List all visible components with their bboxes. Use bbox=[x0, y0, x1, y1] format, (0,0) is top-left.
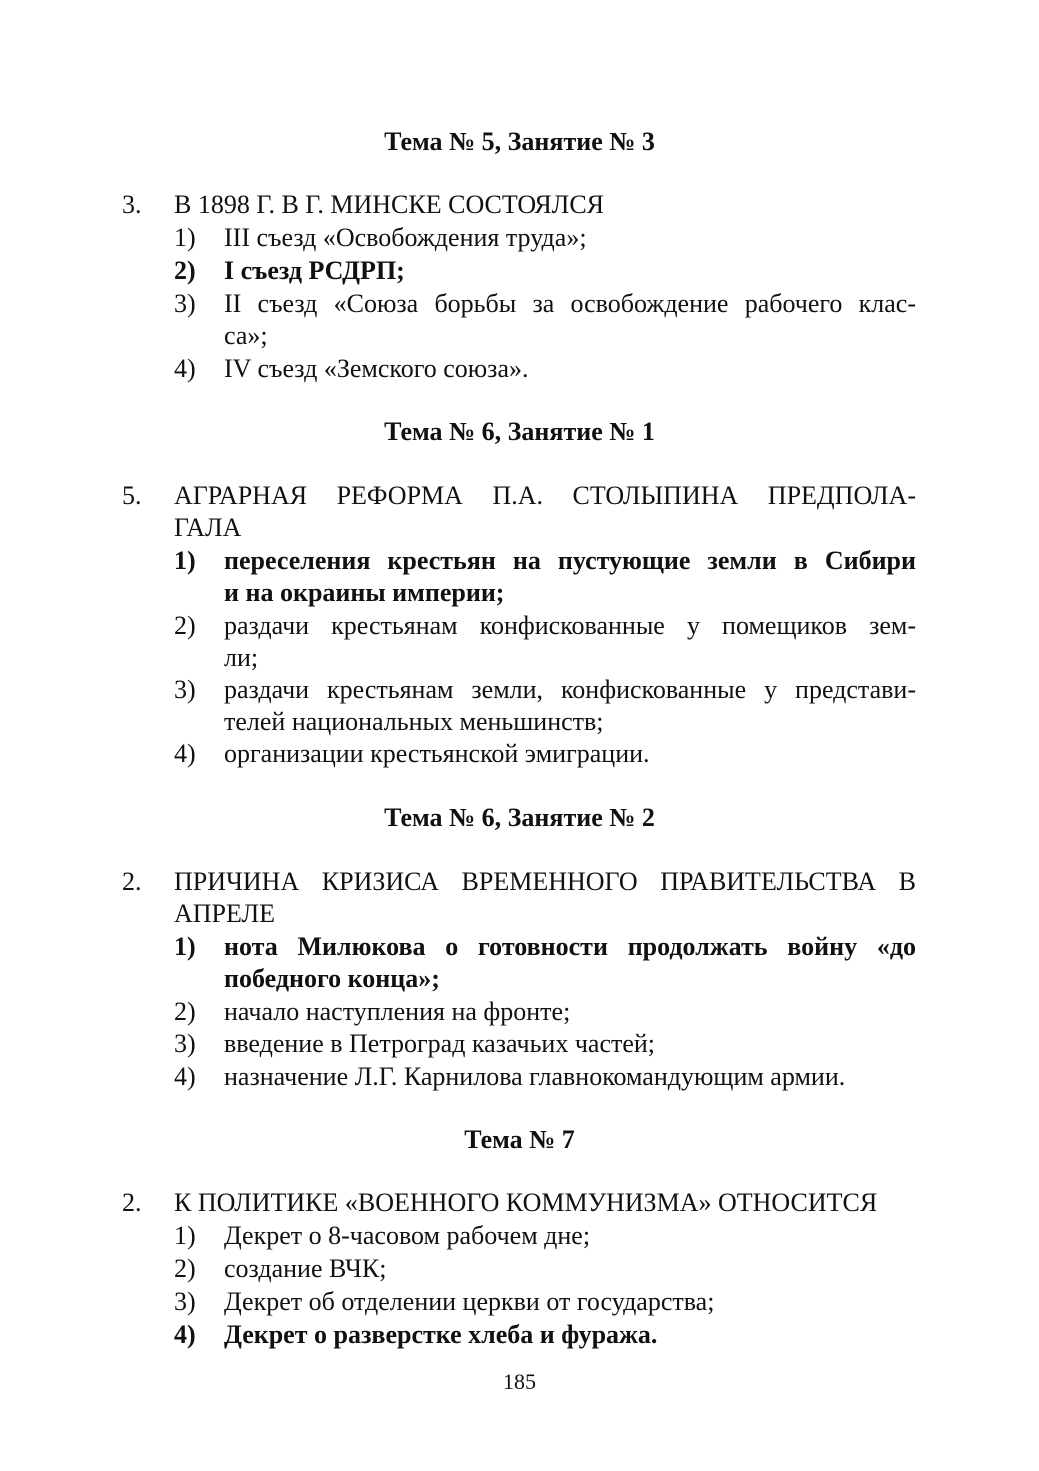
question-text-line: АПРЕЛЕ bbox=[174, 899, 276, 928]
option-number: 3) bbox=[174, 1287, 196, 1316]
option-number-correct: 1) bbox=[174, 546, 196, 575]
option-number: 1) bbox=[174, 1221, 196, 1250]
question-text-line: ГАЛА bbox=[174, 513, 242, 542]
section-heading: Тема № 7 bbox=[464, 1125, 575, 1154]
option-number: 2) bbox=[174, 1254, 196, 1283]
question-text: К ПОЛИТИКЕ «ВОЕННОГО КОММУНИЗМА» ОТНОСИТСЯ bbox=[174, 1188, 878, 1217]
option-text-correct-line: победного конца»; bbox=[224, 964, 440, 993]
option-text-correct-line: и на окраины империи; bbox=[224, 578, 505, 607]
option-number-correct: 1) bbox=[174, 932, 196, 961]
option-text-line: II съезд «Союза борьбы за освобождение рабочего клас- bbox=[224, 289, 916, 318]
section-heading: Тема № 5, Занятие № 3 bbox=[384, 127, 655, 156]
option-number: 3) bbox=[174, 289, 196, 318]
option-text: IV съезд «Земского союза». bbox=[224, 354, 529, 383]
option-number: 2) bbox=[174, 611, 196, 640]
question-number: 5. bbox=[122, 481, 142, 510]
option-text: введение в Петроград казачьих частей; bbox=[224, 1029, 656, 1058]
option-number: 3) bbox=[174, 675, 196, 704]
option-text: организации крестьянской эмиграции. bbox=[224, 739, 650, 768]
option-text-line: телей национальных меньшинств; bbox=[224, 707, 604, 736]
option-text-correct-line: переселения крестьян на пустующие земли в Сибири bbox=[224, 546, 916, 575]
page-number: 185 bbox=[503, 1369, 536, 1394]
question-text-line: АГРАРНАЯ РЕФОРМА П.А. СТОЛЫПИНА ПРЕДПОЛА- bbox=[174, 481, 916, 510]
question-text: В 1898 Г. В Г. МИНСКЕ СОСТОЯЛСЯ bbox=[174, 190, 605, 219]
option-text-correct: Декрет о разверстке хлеба и фуража. bbox=[224, 1320, 658, 1349]
option-text-correct: I съезд РСДРП; bbox=[224, 256, 405, 285]
option-text: назначение Л.Г. Карнилова главнокомандующим армии. bbox=[224, 1062, 846, 1091]
section-heading: Тема № 6, Занятие № 2 bbox=[384, 803, 655, 832]
option-number: 4) bbox=[174, 739, 196, 768]
option-text: Декрет о 8-часовом рабочем дне; bbox=[224, 1221, 591, 1250]
option-number: 2) bbox=[174, 997, 196, 1026]
question-number: 2. bbox=[122, 1188, 142, 1217]
option-text-line: раздачи крестьянам земли, конфискованные у представи- bbox=[224, 675, 916, 704]
option-text: III съезд «Освобождения труда»; bbox=[224, 223, 587, 252]
question-number: 3. bbox=[122, 190, 142, 219]
option-text: Декрет об отделении церкви от государства; bbox=[224, 1287, 715, 1316]
option-text: начало наступления на фронте; bbox=[224, 997, 571, 1026]
option-text-line: ли; bbox=[224, 643, 259, 672]
option-number-correct: 4) bbox=[174, 1320, 196, 1349]
question-number: 2. bbox=[122, 867, 142, 896]
option-text: создание ВЧК; bbox=[224, 1254, 387, 1283]
option-number: 3) bbox=[174, 1029, 196, 1058]
option-number: 4) bbox=[174, 354, 196, 383]
question-text-line: ПРИЧИНА КРИЗИСА ВРЕМЕННОГО ПРАВИТЕЛЬСТВА В bbox=[174, 867, 916, 896]
option-text-correct-line: нота Милюкова о готовности продолжать войну «до bbox=[224, 932, 916, 961]
section-heading: Тема № 6, Занятие № 1 bbox=[384, 417, 655, 446]
option-number: 1) bbox=[174, 223, 196, 252]
option-number: 4) bbox=[174, 1062, 196, 1091]
option-text-line: раздачи крестьянам конфискованные у помещиков зем- bbox=[224, 611, 916, 640]
option-text-line: са»; bbox=[224, 321, 268, 350]
option-number-correct: 2) bbox=[174, 256, 196, 285]
